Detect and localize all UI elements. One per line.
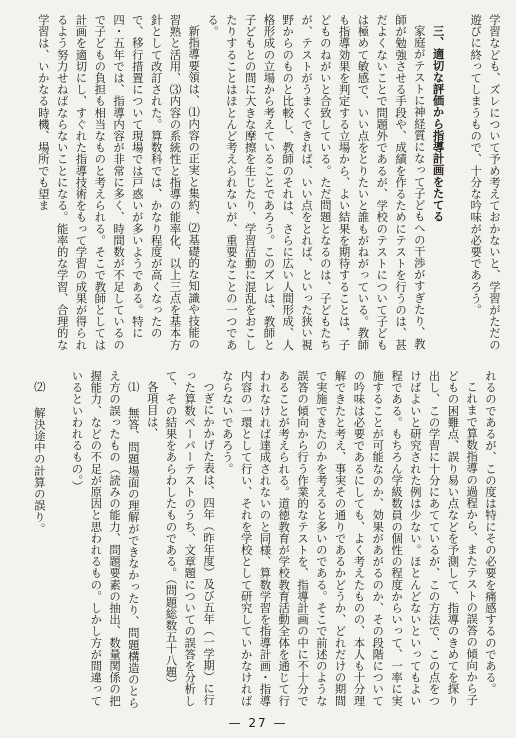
paragraph-spacer — [448, 14, 467, 354]
paragraph-testing: 家庭がテストに神経質になって子どもへの干渉がすぎたり、教師が勉強させる手段や、成績を作るためにテストを行うのは、甚だよくないことで問題外であるが、学校のテストについて子どもは極めて敏感で、いい点をとりたいと誰もがねがっている。教師も指導効果を判定する立場から、よい結果を期待することは、子どものねがいと合致している。ただ問題となるのは、子どもたちが、テストがうまくできれば、いい点をとれば、といった狭い視野からのものと比較し、教師のそれは、さらに広い人間形成、人格形成の立場から考えていることであろう。このズレは、教師と子どもとの間に大きな摩擦を生じたり、学習活動に混乱をおこしたりすることはほとんど考えられないが、重要なことの一つである。 — [206, 14, 427, 351]
list-item-2: ⑵ 解決途中の計算の誤り。 — [32, 381, 47, 535]
lower-text-block — [12, 370, 500, 710]
page-number: — 27 — — [228, 716, 288, 730]
paragraph-continuation: れるのであるが、この度は特にその必要を痛感するのである。 — [484, 370, 498, 695]
paragraph-table-intro: つぎにかかげた表は、四年（昨年度）及び五年（一学期）に行った算数ペーパーテストのうち、文章題についての誤答を分析して、その結果をあらわしたものである。（問題総数五十八題） — [164, 370, 217, 707]
paragraph-items-label: 各項目は、 — [145, 381, 160, 440]
paragraph-new-guidelines: 新指導要領は、⑴内容の正実と集約、⑵基礎的な知識や技能の習熟と活用、⑶内容の系統性と指導の能率化、以上三点を基本方針として改訂された。算数科では、かなり程度が高くなったので、移行措置について現場では戸惑いが多いようである。特に四・五年では、指導内容が非常に多く、時間数が不足しているので子どもの負担も相当なものと考えられる。そこで教師としては計画を適切にし、すぐれた指導技術をもって学習の成果が得られるよう努力せねばならないことになる。能率的な学習、合理的な学習は、いかなる時機、場所でも望ま — [36, 14, 202, 351]
paragraph-spacer-2 — [49, 370, 68, 710]
list-item-1: ⑴ 無答、問題場面の理解ができなかったり、問題構造のとらえ方の誤ったもの（読みの能力、問題要素の抽出、数量関係の把握能力、などの不足が原因と思われるもの。しかし方が間違っているといわれるもの。） — [70, 370, 141, 709]
paragraph-teaching-process: これまで算数指導の過程から、またテストの誤答の傾向から子どもの困難点、誤り易い点などを予測して、指導のきめてを探り出し、この学習に十分にあてているが、この方法で、この点をつけばよいと研究された例は少ない。ほとんどないといってもよい程である。もちろん学級数員の個性の程度からいって、一率に実施することが可能なのか、効果があがるのか、その段階についての吟味は必要であるにしても、よく考えたものの、本人も十分理解できたと考え、事実その通りであるかどうか、どれだけの期間で実施できたのかを考えると多いのである。そこで前述のような誤答の傾向から行う作業的なテストを、指導計画の中に不十分であることが考えられる。道徳教育が学校教育活動全体を通じて行われなければ達成されないのと同様、算数学習を指導計画・指導内容の一環として行い、それを学校として研究していかなければならないであろう。 — [220, 370, 480, 707]
section-heading: 三、適切な評価から指導計画をたてる — [431, 25, 446, 223]
upper-text-block — [14, 14, 504, 354]
paragraph-intro-end: 学習なども、ズレについて予め考えておかないと、学習がただの遊びに終ってしまうもので、十分な吟味が必要であろう。 — [469, 14, 502, 351]
